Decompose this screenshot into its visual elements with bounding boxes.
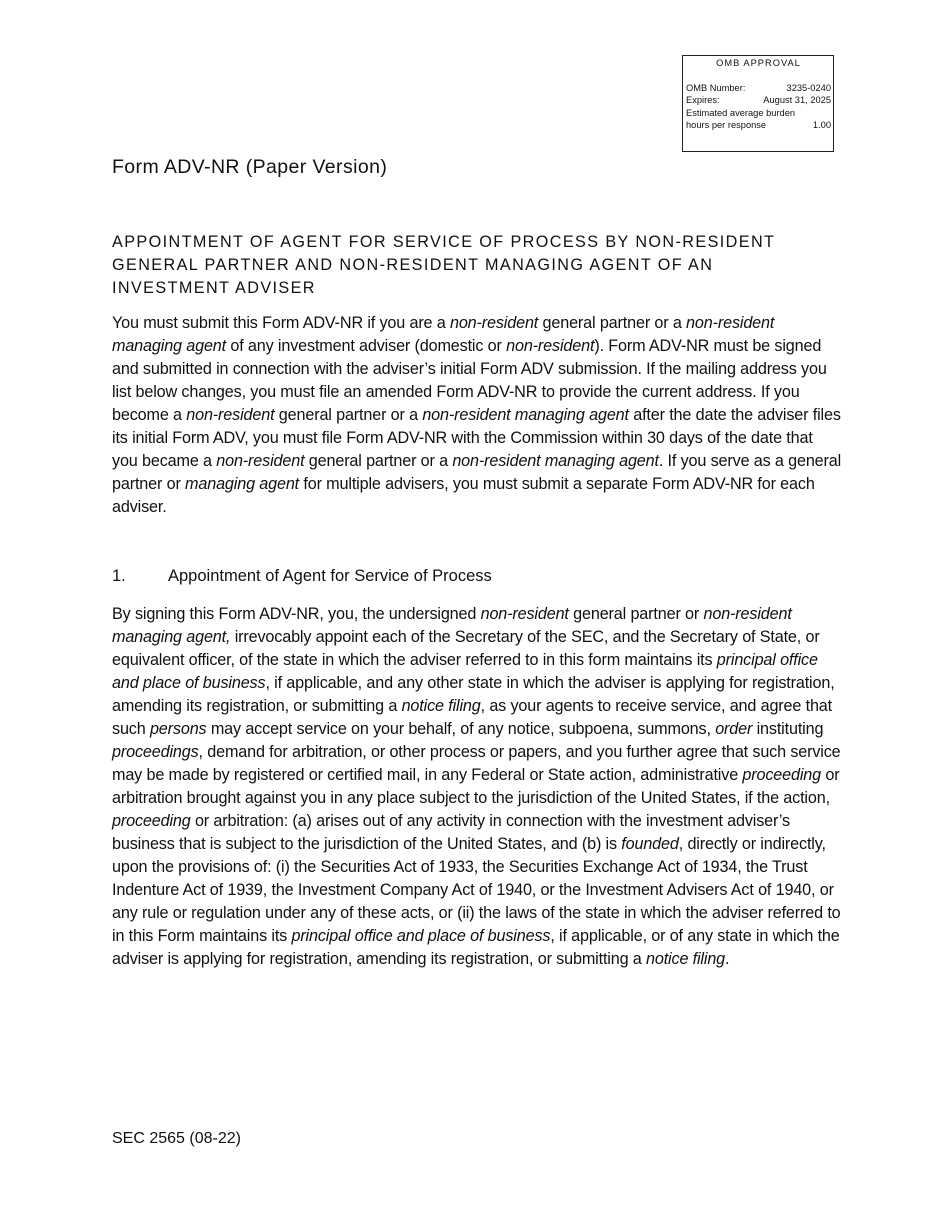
intro-term: non-resident managing agent xyxy=(452,452,659,470)
section-1-term: principal office and place of business xyxy=(112,651,818,692)
section-1-number: 1. xyxy=(112,567,126,585)
intro-term: non-resident managing agent xyxy=(422,406,629,424)
section-1-text: , as your agents to receive service, and agree that such xyxy=(112,697,833,738)
section-1-term: persons xyxy=(149,720,207,738)
intro-text: after the date the adviser files its initial Form ADV, you must file Form ADV-NR with the Commission within 30 days of the date that you became a xyxy=(112,406,841,470)
omb-number-row xyxy=(686,82,831,95)
section-1-text: . xyxy=(725,950,730,968)
section-1-paragraph xyxy=(112,603,842,971)
section-1-term: non-resident managing agent, xyxy=(112,605,792,646)
intro-text: . If you serve as a general partner or xyxy=(112,452,842,493)
intro-term: non-resident xyxy=(216,452,305,470)
section-1-term: notice filing xyxy=(646,950,726,968)
omb-number-value: 3235-0240 xyxy=(786,82,831,93)
omb-expires-label: Expires: xyxy=(686,95,720,105)
form-title: Form ADV-NR (Paper Version) xyxy=(112,156,388,178)
omb-burden-row xyxy=(686,119,831,132)
intro-term: managing agent xyxy=(185,475,300,493)
intro-paragraph xyxy=(112,312,842,519)
section-1-text: irrevocably appoint each of the Secretary of the SEC, and the Secretary of State, or equivalent officer, of the state in which the adviser referred to in this form maintains its xyxy=(112,628,820,669)
section-1-text: , if applicable, or of any state in which the adviser is applying for registration, amending its registration, or submitting a xyxy=(112,927,840,968)
heading-line-1: APPOINTMENT OF AGENT FOR SERVICE OF PROCESS BY NON-RESIDENT xyxy=(112,233,776,251)
intro-text: general partner or a xyxy=(304,452,453,470)
section-1-title xyxy=(112,567,492,586)
intro-term: non-resident xyxy=(186,406,275,424)
intro-text: ). Form ADV-NR must be signed and submitted in connection with the adviser’s initial Form ADV submission. If the mailing address you list below changes, you must file an amended Form ADV-NR to provide the current address. If you become a xyxy=(112,337,827,424)
section-1-text: general partner or xyxy=(568,605,704,623)
omb-burden-label-2: hours per response xyxy=(686,120,767,130)
appointment-heading xyxy=(112,231,832,300)
intro-term: non-resident xyxy=(506,337,595,355)
intro-term: non-resident xyxy=(449,314,539,332)
omb-approval-title: OMB APPROVAL xyxy=(716,58,801,68)
section-1-text: , if applicable, and any other state in which the adviser is applying for registration, amending its registration, or submitting a xyxy=(112,674,835,715)
omb-expires-value: August 31, 2025 xyxy=(763,95,831,105)
heading-line-3: INVESTMENT ADVISER xyxy=(112,279,316,297)
section-1-text: or arbitration: (a) arises out of any activity in connection with the investment adviser’s business that is subject to the jurisdiction of the United States, and (b) is xyxy=(112,812,790,853)
intro-text: You must submit this Form ADV-NR if you are a xyxy=(112,314,450,332)
section-1-title-text: Appointment of Agent for Service of Process xyxy=(168,567,492,585)
omb-burden-label-1: Estimated average burden xyxy=(686,107,796,118)
section-1-text: , demand for arbitration, or other process or papers, and you further agree that such service may be made by registered or certified mail, in any Federal or State action, administrative xyxy=(112,743,841,784)
section-1-text: By signing this Form ADV-NR, you, the undersigned xyxy=(112,605,481,623)
intro-text: for multiple advisers, you must submit a separate Form ADV-NR for each adviser. xyxy=(112,475,815,516)
intro-text: general partner or a xyxy=(274,406,423,424)
section-1-term: founded xyxy=(621,835,679,853)
omb-expires-row xyxy=(686,94,831,107)
intro-text: general partner or a xyxy=(538,314,687,332)
omb-approval-box xyxy=(682,55,834,152)
form-code-footer: SEC 2565 (08-22) xyxy=(112,1130,241,1147)
section-1-text: instituting xyxy=(752,720,824,738)
heading-line-2: GENERAL PARTNER AND NON-RESIDENT MANAGING AGENT OF AN xyxy=(112,256,714,274)
section-1-term: proceeding xyxy=(742,766,822,784)
intro-text: of any investment adviser (domestic or xyxy=(226,337,507,355)
section-1-term: proceedings xyxy=(112,743,199,761)
intro-term: non-resident managing agent xyxy=(112,314,775,355)
omb-burden-value: 1.00 xyxy=(812,120,831,130)
section-1-term: non-resident xyxy=(480,605,569,623)
section-1-text: , directly or indirectly, upon the provisions of: (i) the Securities Act of 1933, the Securities Exchange Act of 1934, the Trust Indenture Act of 1939, the Investment Company Act of 1940, or the Investment Advisers Act of 1940, or any rule or regulation under any of these acts, or (ii) the laws of the state in which the adviser referred to in this Form maintains its xyxy=(112,835,841,945)
section-1-term: proceeding xyxy=(112,812,191,830)
section-1-term: order xyxy=(715,720,753,738)
section-1-term: notice filing xyxy=(401,697,481,715)
omb-number-label: OMB Number: xyxy=(686,82,746,93)
section-1-text: or arbitration brought against you in any place subject to the jurisdiction of the United States, if the action, xyxy=(112,766,840,807)
section-1-text: may accept service on your behalf, of any notice, subpoena, summons, xyxy=(206,720,716,738)
section-1-term: principal office and place of business xyxy=(291,927,551,945)
